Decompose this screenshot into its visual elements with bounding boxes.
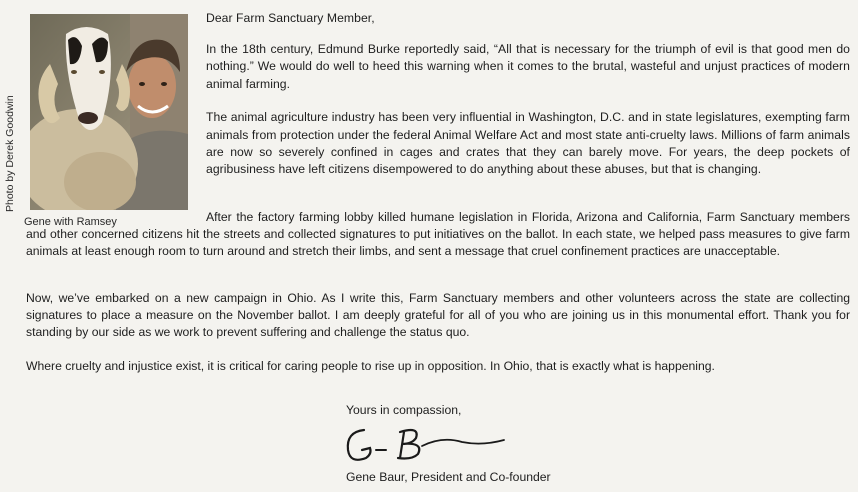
photo-credit: Photo by Derek Goodwin	[4, 95, 16, 212]
photo-gene-with-ramsey	[30, 14, 188, 210]
paragraph-4: Now, we’ve embarked on a new campaign in Ohio. As I write this, Farm Sanctuary members and other volunteers across the state are collecting signatures to place a measure on the November ballot. I am deeply grateful for all of you who are joining us in this monumental effort. Thank you for standing by our side as we work to prevent suffering and challenge the status quo.	[26, 291, 850, 340]
closing: Yours in compassion,	[346, 403, 462, 417]
letter-body-top	[206, 10, 850, 195]
paragraph-1: In the 18th century, Edmund Burke reportedly said, “All that is necessary for the triumph of evil is that good men do nothing.” We would do well to heed this warning when it comes to the brutal, wasteful and unjust practices of modern animal farming.	[206, 42, 850, 91]
handwritten-signature	[342, 422, 512, 468]
paragraph-2: The animal agriculture industry has been very influential in Washington, D.C. and in state legislatures, exempting farm animals from protection under the federal Animal Welfare Act and most state anti-cruelty laws. Millions of farm animals are now so severely confined in cages and crates that they can barely move. For years, the deep pockets of agribusiness have left citizens disempowered to do anything about these abuses, but that is changing.	[206, 110, 850, 176]
letter-body-bottom	[26, 290, 850, 392]
paragraph-3: After the factory farming lobby killed humane legislation in Florida, Arizona and California, Farm Sanctuary members and other concerned citizens hit the streets and collected signatures to put initiatives on the ballot. In each state, we helped pass measures to give farm animals at least enough room to turn around and stretch their limbs, and sent a message that cruel confinement practices are unacceptable.	[26, 210, 850, 259]
signer-name-title: Gene Baur, President and Co-founder	[346, 470, 551, 484]
photo-caption: Gene with Ramsey	[24, 216, 117, 228]
paragraph-5: Where cruelty and injustice exist, it is critical for caring people to rise up in opposition. In Ohio, that is exactly what is happening.	[26, 359, 715, 374]
paragraph-3-wrap	[26, 209, 850, 261]
greeting: Dear Farm Sanctuary Member,	[206, 11, 375, 25]
